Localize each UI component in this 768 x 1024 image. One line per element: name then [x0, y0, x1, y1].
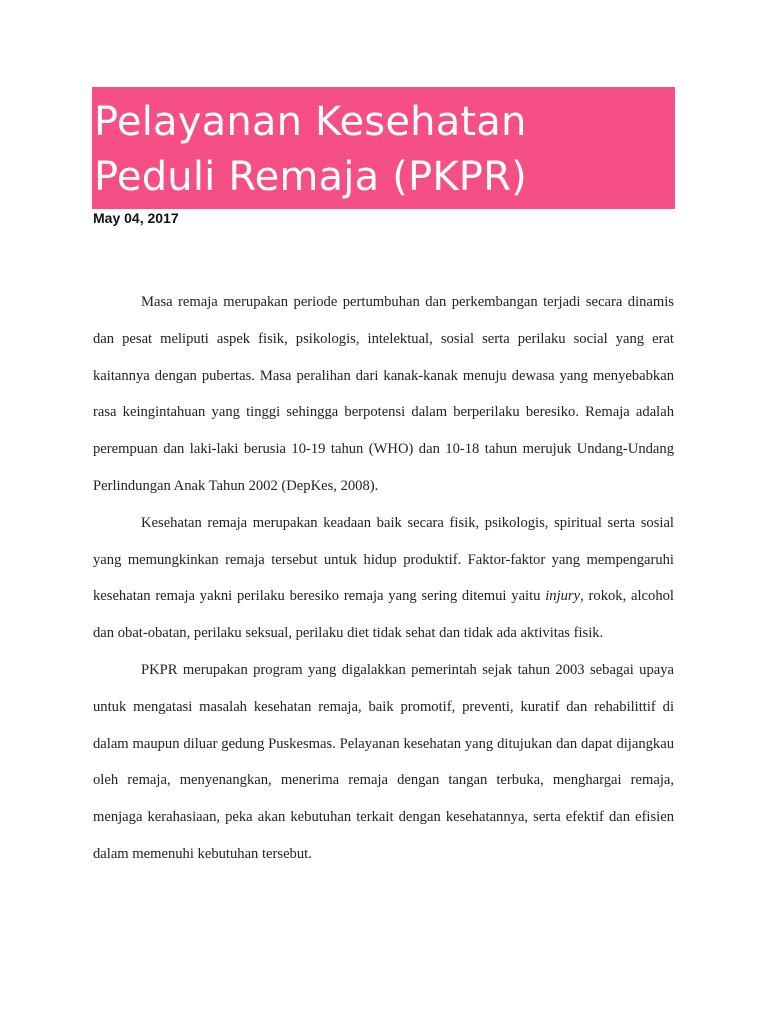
title-line-2: Peduli Remaja (PKPR) [94, 154, 527, 200]
paragraph-1: Masa remaja merupakan periode pertumbuhan dan perkembangan terjadi secara dinamis dan pesat meliputi aspek fisik, psikologis, intelektual, sosial serta perilaku social yang erat kaitannya dengan pubertas. Masa peralihan dari kanak-kanak menuju dewasa yang menyebabkan rasa keingintahuan yang tinggi sehingga berpotensi dalam berperilaku beresiko. Remaja adalah perempuan dan laki-laki berusia 10-19 tahun (WHO) dan 10-18 tahun merujuk Undang-Undang Perlindungan Anak Tahun 2002 (DepKes, 2008). [93, 294, 674, 494]
title-banner [92, 87, 675, 209]
paragraph-3: PKPR merupakan program yang digalakkan pemerintah sejak tahun 2003 sebagai upaya untuk mengatasi masalah kesehatan remaja, baik promotif, preventi, kuratif dan rehabilittif di dalam maupun diluar gedung Puskesmas. Pelayanan kesehatan yang ditujukan dan dapat dijangkau oleh remaja, menyenangkan, menerima remaja dengan tangan terbuka, menghargai remaja, menjaga kerahasiaan, peka akan kebutuhan terkait dengan kesehatannya, serta efektif dan efisien dalam memenuhi kebutuhan tersebut. [93, 661, 674, 862]
paragraph-2 [93, 505, 674, 652]
paragraph-2-part-1: Kesehatan remaja merupakan keadaan baik secara fisik, psikologis, spiritual serta sosial yang memungkinkan remaja tersebut untuk hidup produktif. Faktor-faktor yang mempengaruhi kesehatan remaja yakni perilaku beresiko remaja yang sering ditemui yaitu [93, 514, 674, 605]
publish-date: May 04, 2017 [93, 210, 179, 226]
paragraph-2-italic-term: injury [545, 588, 581, 605]
article-body [93, 284, 674, 873]
page-title [94, 95, 675, 205]
paragraph-2-part-2: , rokok, alcohol dan obat-obatan, perilaku seksual, perilaku diet tidak sehat dan tidak ada aktivitas fisik. [93, 588, 674, 642]
title-line-1: Pelayanan Kesehatan [94, 99, 527, 145]
